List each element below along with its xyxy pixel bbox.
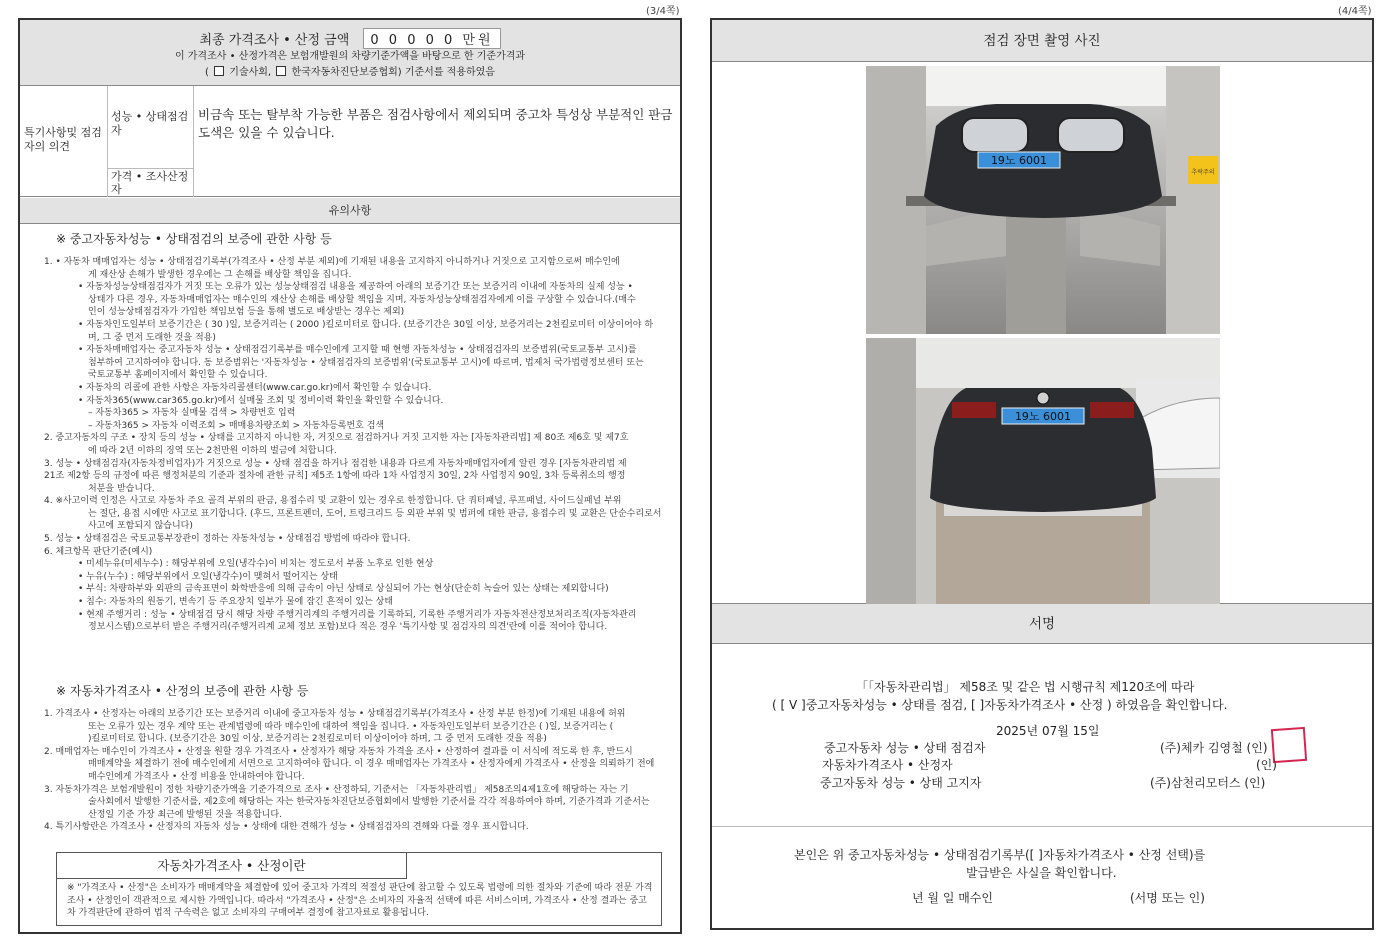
front-inspection-photo [866, 66, 1220, 334]
buyer-signature-placeholder: (서명 또는 인) [1130, 891, 1205, 905]
notice-line: • 자동차365(www.car365.go.kr)에서 실매물 조회 및 정비이력 확인을 확인할 수 있습니다. [78, 395, 444, 406]
notice-line: 21조 제2항 등의 규정에 따른 행정처분의 기준과 절차에 관한 규칙] 제5조 1항에 따라 1차 사업정지 30일, 2차 사업정지 90일, 3차 등록취소의 행정 [44, 471, 626, 482]
notice-line: – 자동차365 > 자동차 실매물 검색 > 차량번호 입력 [88, 408, 296, 419]
page-4 [710, 18, 1374, 930]
notice-line: 6. 체크항목 판단기준(예시) [44, 546, 153, 557]
final-price-title-row [20, 28, 680, 49]
notice-line: 사고에 포함되지 않습니다) [88, 521, 193, 532]
price-warranty-heading: ※ 자동차가격조사 • 산정의 보증에 관한 사항 등 [56, 684, 309, 698]
inspector-label: 성능 • 상태점검자 [108, 86, 194, 169]
notice-line: 게 재산상 손해가 발생한 경우에는 그 손해를 배상할 책임을 집니다. [88, 269, 352, 280]
kadwa-checkbox[interactable] [276, 66, 286, 76]
signature-section-title: 서명 [712, 604, 1372, 644]
notice-line: • 자동차성능상태점검자가 거짓 또는 오류가 있는 성능상태점검 내용을 제공하여 아래의 보증기간 또는 보증거리 이내에 자동차의 실제 성능 • [78, 282, 633, 293]
buyer-divider [712, 826, 1372, 827]
notice-line: )킬로미터로 합니다. (보증기간은 30일 이상, 보증거리는 2천킬로미터 이상이어야 하며, 그 중 먼저 도래한 것을 적용) [88, 734, 547, 745]
engineering-society-label: 기술사회, [229, 67, 272, 78]
legal-basis-line: 「「자동차관리법」 제58조 및 같은 법 시행규칙 제120조에 따라 [856, 680, 1195, 694]
final-price-section [20, 20, 680, 86]
notice-line: 1. • 자동차 매매업자는 성능 • 상태점검기록부(가격조사 • 산정 부분 제외)에 기재된 내용을 고지하지 아니하거나 거짓으로 고지함으로써 매수인에 [44, 257, 620, 267]
notice-line: • 현재 주행거리 : 성능 • 상태점검 당시 해당 차량 주행거리계의 주행거리를 기록하되, 기록한 주행거리가 자동차전산정보처리조직(자동차관리 [78, 609, 637, 620]
notice-line: • 미세누유(미세누수) : 해당부위에 오일(냉각수)이 비치는 정도로서 부품 노후로 인한 현상 [78, 559, 434, 570]
notice-line: • 자동차인도일부터 보증기간은 ( 30 )일, 보증거리는 ( 2000 )킬로미터로 합니다. (보증기간은 30일 이상, 보증거리는 2천킬로미터 이상이어야 하 [78, 319, 654, 330]
paren-open: ( [205, 67, 209, 78]
appraisal-definition-text [67, 882, 653, 920]
notice-line: 상태가 다른 경우, 자동차매매업자는 매수인의 재산상 손해를 배상할 책임을 지며, 자동차성능상태점검자에게 이를 구상할 수 있습니다.(매수 [88, 294, 636, 305]
notice-line: 처분을 받습니다. [88, 483, 155, 494]
notice-line: 첨부하여 고지하여야 합니다. 동 보증범위는 '자동차성능 • 상태점검자의 보증범위'(국토교통부 고시)에 따르며, 법제처 국가법령정보센터 또는 [88, 357, 644, 368]
final-price-desc-2 [20, 65, 680, 81]
appraisal-definition-title: 자동차가격조사 • 산정이란 [57, 853, 407, 879]
notice-line: 또는 오류가 있는 경우 계약 또는 관계법령에 따라 매수인에 대하여 책임을 집니다. • 자동차인도일부터 보증기간은 ( )일, 보증거리는 ( [88, 721, 614, 732]
special-notes-label: 특기사항및 점검자의 의견 [20, 86, 108, 197]
rear-plate-text: 19노 6001 [1014, 410, 1072, 423]
performance-warranty-list [44, 256, 674, 634]
final-price-description [20, 49, 680, 81]
price-warranty-list [44, 708, 674, 834]
notifier-role: 중고자동차 성능 • 상태 고지자 [820, 776, 982, 790]
notice-line: – 자동차365 > 자동차 이력조회 > 매매용차량조회 > 자동차등록번호 검색 [88, 420, 385, 431]
appraisal-text-line: 조사 • 산정인이 객관적으로 제시한 가액입니다. 따라서 "가격조사 • 산정"은 소비자의 자율적 선택에 따른 서비스이며, 가격조사 • 산정 결과는 중고 [67, 895, 647, 906]
notice-line: 매매계약을 체결하기 전에 매수인에게 서면으로 고지하여야 합니다. 이 경우 매매업자는 가격조사 • 산정자에게 가격조사 • 산정을 의뢰하기 전에 [88, 759, 655, 770]
final-price-amount: 0 0 0 0 0 만원 [363, 28, 500, 49]
photo-section [712, 62, 1372, 604]
notice-line: 3. 성능 • 상태점검자(자동차정비업자)가 거짓으로 성능 • 상태 점검을 하거나 점검한 내용과 다르게 자동차매매업자에게 알린 경우 [자동차관리법 제 [44, 458, 627, 469]
notice-line: 인이 성능상태점검자가 가입한 책임보험 등을 통해 별도로 배상받는 경우는 제외) [88, 307, 405, 318]
appraiser-name: (인) [1256, 758, 1277, 772]
special-notes-section [20, 86, 680, 197]
engineering-society-checkbox[interactable] [214, 66, 224, 76]
inspector-name: (주)체카 김영철 (인) [1160, 741, 1268, 755]
notice-line: 5. 성능 • 상태점검은 국토교통부장관이 정하는 자동차성능 • 상태점검 방법에 따라야 합니다. [44, 534, 411, 545]
front-plate-text: 19노 6001 [990, 154, 1048, 167]
notice-line: • 누유(누수) : 해당부위에서 오일(냉각수)이 맺혀서 떨어지는 상태 [78, 571, 338, 582]
photo-section-title: 점검 장면 촬영 사진 [712, 20, 1372, 62]
notice-line: 국토교통부 홈페이지에서 확인할 수 있습니다. [88, 370, 268, 381]
notice-line: 2. 중고자동차의 구조 • 장치 등의 성능 • 상태를 고지하지 아니한 자, 거짓으로 점검하거나 거짓 고지한 자는 [자동차관리법] 제 80조 제6호 및 제7호 [44, 433, 629, 444]
appraiser-role: 자동차가격조사 • 산정자 [822, 758, 953, 772]
buyer-confirmation-line1: 본인은 위 중고자동차성능 • 상태점검기록부([ ]자동차가격조사 • 산정 선택)를 [794, 848, 1206, 862]
confirmation-line: ( [ V ]중고자동차성능 • 상태를 점검, [ ]자동차가격조사 • 산정 ) 하였음을 확인합니다. [772, 698, 1228, 712]
notice-line: 정보시스템)으로부터 받은 주행거리(주행거리계 교체 정보 포함)보다 적은 경우 '특기사항 및 점검자의 의견'란에 이를 적어야 합니다. [88, 622, 608, 633]
notifier-name: (주)삼천리모터스 (인) [1150, 776, 1266, 790]
notice-header: 유의사항 [20, 198, 680, 224]
notice-line: 산정일 기준 가장 최근에 발행된 것을 적용합니다. [88, 809, 282, 820]
notice-line: 3. 자동차가격은 보험개발원이 정한 차량기준가액을 기준가격으로 조사 • 산정하되, 기준서는 「자동차관리법」 제58조의4제1호에 해당하는 자는 기 [44, 784, 629, 795]
inspection-date: 2025년 07월 15일 [996, 724, 1100, 738]
notice-line: • 부식: 차량하부와 외판의 금속표면이 화학반응에 의해 금속이 아닌 상태로 상실되어 가는 현상(단순히 녹슬어 있는 상태는 제외합니다) [78, 584, 609, 595]
notice-line: • 자동차매매업자는 중고자동차 성능 • 상태점검기록부를 매수인에게 고지할 때 현행 자동차성능 • 상태점검자의 보증범위(국토교통부 고시)를 [78, 345, 637, 356]
appraisal-text-line: 차 가격판단에 관하여 법적 구속력은 없고 소비자의 구매여부 결정에 참고자료로 활용됩니다. [67, 908, 429, 919]
inspector-role: 중고자동차 성능 • 상태 점검자 [824, 741, 986, 755]
appraisal-definition-box [56, 852, 662, 926]
page-3 [18, 18, 682, 934]
rear-inspection-photo [866, 338, 1220, 604]
buyer-confirmation-line2: 발급받은 사실을 확인합니다. [966, 866, 1117, 880]
notice-line: 매수인에게 가격조사 • 산정 비용을 안내하여야 합니다. [88, 771, 305, 782]
notice-line: 며, 그 중 먼저 도래한 것을 적용) [88, 332, 216, 343]
notice-line: 4. ※사고이력 인정은 사고로 자동차 주요 골격 부위의 판금, 용접수리 및 교환이 있는 경우로 한정합니다. 단 쿼터패널, 루프패널, 사이드실패널 부위 [44, 496, 622, 507]
notice-line: • 자동차의 리콜에 관한 사항은 자동차리콜센터(www.car.go.kr)에서 확인할 수 있습니다. [78, 382, 432, 393]
final-price-desc-1: 이 가격조사 • 산정가격은 보험개발원의 차량기준가액을 바탕으로 한 기준가격과 [174, 51, 526, 62]
notice-line: 술사회에서 발행한 기준서를, 제2호에 해당하는 자는 한국자동차진단보증협회에서 발행한 기준서를 각각 적용하여야 하며, 기준가격과 기준서는 [88, 797, 650, 808]
notice-line: 1. 가격조사 • 산정자는 아래의 보증기간 또는 보증거리 이내에 중고자동차 성능 • 상태점검기록부(가격조사 • 산정 부분 한정)에 기재된 내용에 허위 [44, 709, 626, 719]
final-price-title: 최종 가격조사 • 산정 금액 [199, 33, 350, 48]
caution-sign-text: 추락주의 [1191, 169, 1215, 176]
appraiser-label: 가격 • 조사산정자 [108, 169, 194, 197]
kadwa-label: 한국자동차진단보증협회) 기준서를 적용하였음 [291, 67, 495, 78]
page-number-right: (4/4쪽) [1338, 6, 1372, 17]
notice-line: • 침수: 자동차의 원동기, 변속기 등 주요장치 일부가 물에 잠긴 흔적이 있는 상태 [78, 597, 394, 608]
appraisal-text-line: ※ "가격조사 • 산정"은 소비자가 매매계약을 체결함에 있어 중고차 가격의 적절성 판단에 참고할 수 있도록 법령에 의한 절차와 기준에 따라 전문 가격 [67, 883, 653, 893]
inspector-opinion: 비금속 또는 탈부착 가능한 부품은 점검사항에서 제외되며 중고차 특성상 부분적인 판금도색은 있을 수 있습니다. [198, 107, 673, 140]
notice-line: 2. 매매업자는 매수인이 가격조사 • 산정을 원할 경우 가격조사 • 산정자가 해당 자동차 가격을 조사 • 산정하여 결과를 이 서식에 적도록 한 후, 반드시 [44, 746, 633, 757]
notice-line: 는 절단, 용접 시에만 사고로 표기합니다. (후드, 프론트펜더, 도어, 트렁크리드 등 외판 부위 및 범퍼에 대한 판금, 용접수리 및 교환은 단순수리로서 [88, 508, 662, 519]
company-seal-stamp [1271, 727, 1307, 763]
page-number-left: (3/4쪽) [646, 6, 680, 17]
buyer-date-line: 년 월 일 매수인 [912, 891, 993, 905]
notice-line: 4. 특기사항란은 가격조사 • 산정자의 자동차 성능 • 상태에 대한 견해가 성능 • 상태점검자의 견해와 다를 경우 표시합니다. [44, 822, 529, 833]
notice-line: 에 따라 2년 이하의 징역 또는 2천만원 이하의 벌금에 처합니다. [88, 445, 337, 456]
performance-warranty-heading: ※ 중고자동차성능 • 상태점검의 보증에 관한 사항 등 [56, 232, 332, 246]
